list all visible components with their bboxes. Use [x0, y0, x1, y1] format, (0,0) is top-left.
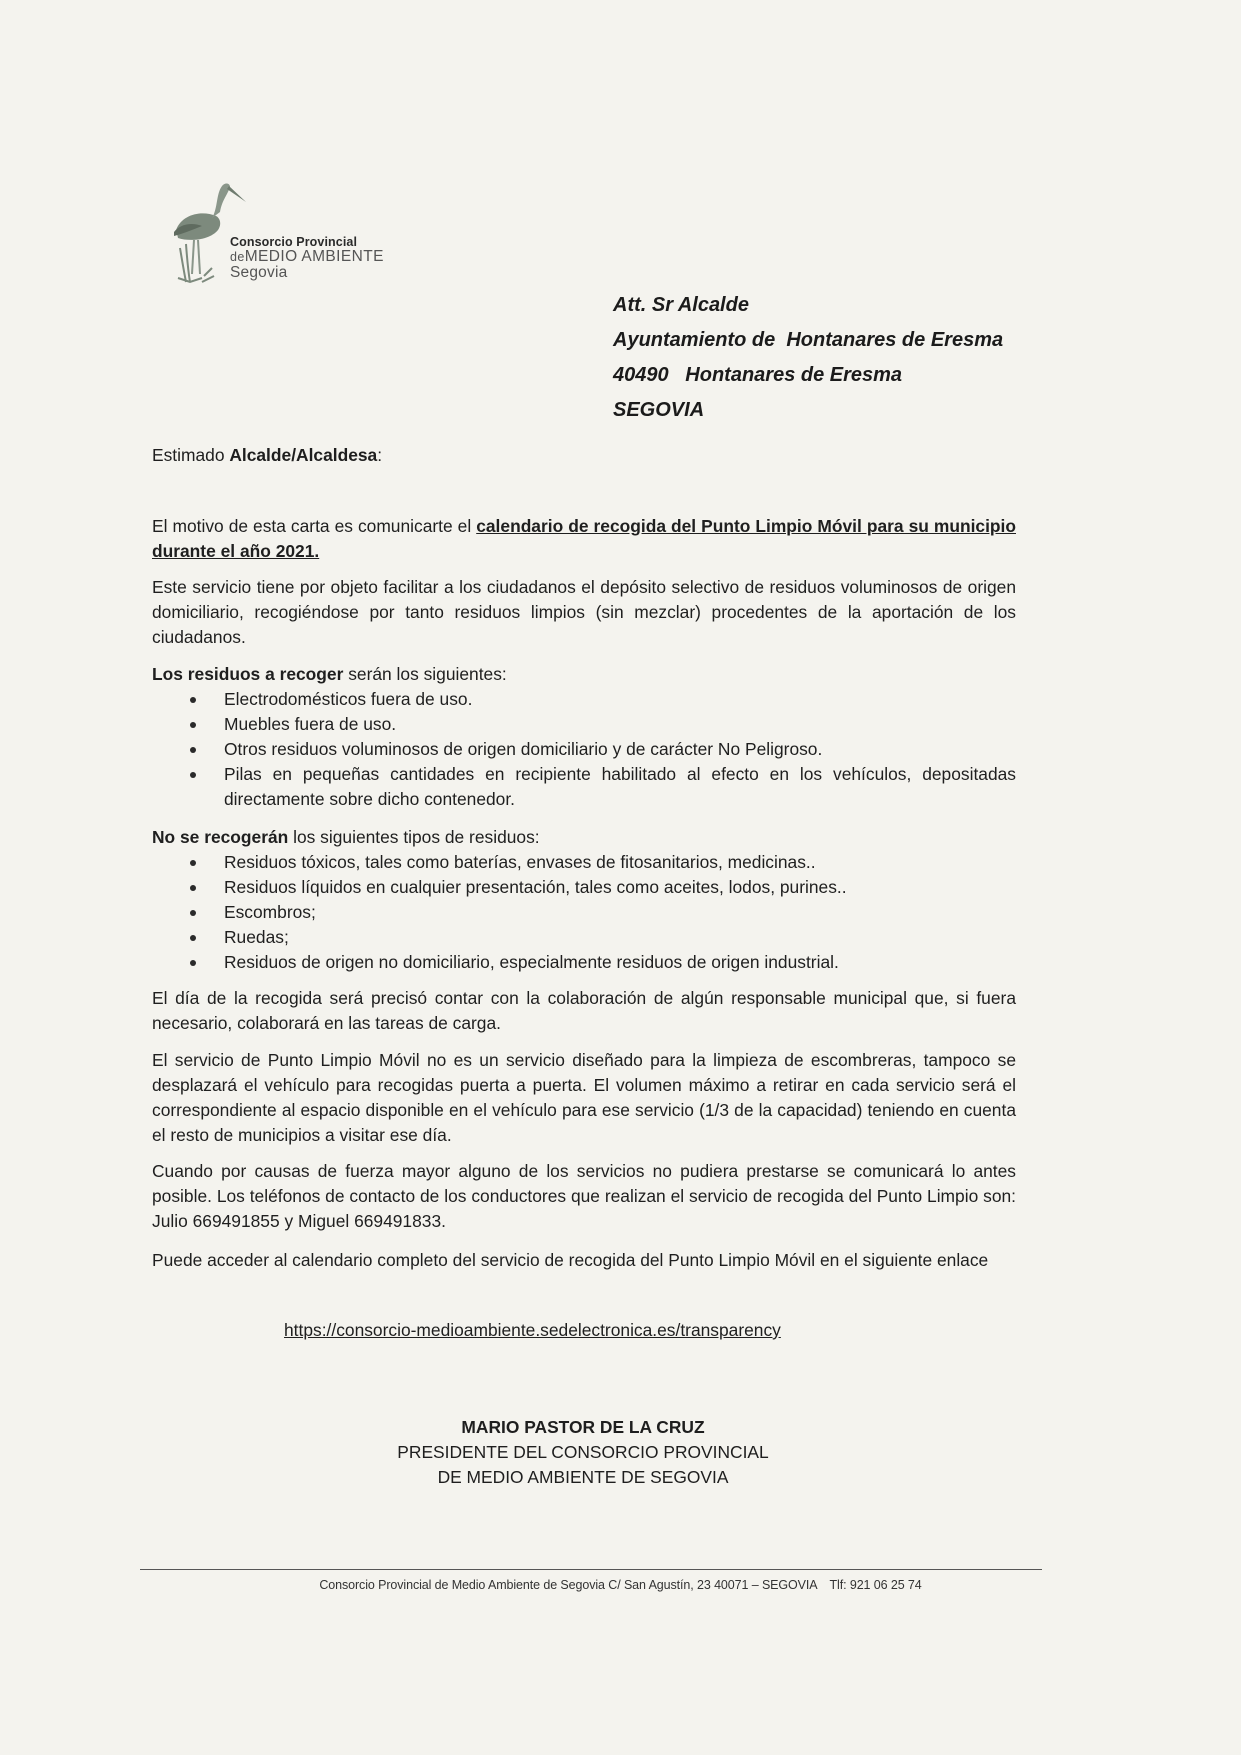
paragraph-limits: El servicio de Punto Limpio Móvil no es un servicio diseñado para la limpieza de escombreras, tampoco se desplazará el vehículo para recogidas puerta a puerta. El volumen máximo a retirar en cada servicio será el correspondiente al espacio disponible en el vehículo para ese servicio (1/3 de la capacidad) teniendo en cuenta el resto de municipios a visitar ese día.: [152, 1050, 1016, 1145]
not-collect-list: [152, 850, 1016, 975]
list-item: Residuos líquidos en cualquier presentación, tales como aceites, lodos, purines..: [152, 875, 1016, 900]
signer-name: MARIO PASTOR DE LA CRUZ: [461, 1417, 705, 1437]
intro-highlight: calendario de recogida del Punto Limpio Móvil para su municipio durante el año 2021.: [152, 516, 1016, 561]
recipient-address: [613, 288, 1003, 428]
logo-line-1: Consorcio Provincial: [230, 235, 358, 249]
address-line-4: SEGOVIA: [613, 399, 705, 421]
not-collect-heading-rest: los siguientes tipos de residuos:: [288, 827, 540, 847]
signer-title-1: PRESIDENTE DEL CONSORCIO PROVINCIAL: [397, 1442, 769, 1462]
collect-heading: [152, 662, 1016, 687]
footer-divider: [140, 1569, 1042, 1570]
collect-heading-rest: serán los siguientes:: [343, 664, 507, 684]
salutation: [152, 445, 382, 466]
signature-block: [300, 1415, 866, 1490]
logo-line-3: Segovia: [230, 264, 288, 282]
salutation-prefix: Estimado: [152, 445, 230, 465]
not-collect-heading-bold: No se recogerán: [152, 827, 289, 847]
list-item: Electrodomésticos fuera de uso.: [152, 687, 1016, 712]
salutation-bold: Alcalde/Alcaldesa: [229, 445, 378, 465]
paragraph-collaboration: El día de la recogida será precisó contar con la colaboración de algún responsable municipal que, si fuera necesario, colaborará en las tareas de carga.: [152, 988, 1016, 1033]
logo-line-2: [230, 249, 384, 265]
logo-line-2-prefix: de: [230, 250, 245, 265]
list-item: Residuos tóxicos, tales como baterías, envases de fitosanitarios, medicinas..: [152, 850, 1016, 875]
list-item: Ruedas;: [152, 925, 1016, 950]
consortium-logo: [172, 178, 412, 290]
paragraph-contact: Cuando por causas de fuerza mayor alguno de los servicios no pudiera prestarse se comunicará lo antes posible. Los teléfonos de contacto de los conductores que realizan el servicio de recogida del Punto Limpio son: Julio 669491855 y Miguel 669491833.: [152, 1161, 1016, 1231]
footer: [0, 1578, 1241, 1592]
list-item: Pilas en pequeñas cantidades en recipiente habilitado al efecto en los vehículos, depositadas directamente sobre dicho contenedor.: [152, 762, 1016, 812]
intro-prefix: El motivo de esta carta es comunicarte el: [152, 516, 477, 536]
address-line-1: Att. Sr Alcalde: [613, 294, 749, 316]
paragraph-calendar: Puede acceder al calendario completo del servicio de recogida del Punto Limpio Móvil en el siguiente enlace: [152, 1250, 989, 1270]
salutation-suffix: :: [377, 445, 383, 465]
address-line-2: Ayuntamiento de Hontanares de Eresma: [613, 329, 1004, 351]
calendar-link[interactable]: https://consorcio-medioambiente.sedelectronica.es/transparency: [284, 1320, 781, 1340]
list-item: Otros residuos voluminosos de origen domiciliario y de carácter No Peligroso.: [152, 737, 1016, 762]
address-line-3: 40490 Hontanares de Eresma: [613, 364, 903, 386]
paragraph-intro: [152, 514, 1016, 564]
footer-phone: Tlf: 921 06 25 74: [829, 1578, 922, 1592]
footer-address: Consorcio Provincial de Medio Ambiente de Segovia C/ San Agustín, 23 40071 – SEGOVIA: [319, 1578, 818, 1592]
collect-list: [152, 687, 1016, 812]
not-collect-heading: [152, 825, 1016, 850]
collect-heading-bold: Los residuos a recoger: [152, 664, 344, 684]
list-item: Residuos de origen no domiciliario, especialmente residuos de origen industrial.: [152, 950, 1016, 975]
signer-title-2: DE MEDIO AMBIENTE DE SEGOVIA: [437, 1467, 729, 1487]
list-item: Escombros;: [152, 900, 1016, 925]
logo-text: [230, 236, 384, 282]
list-item: Muebles fuera de uso.: [152, 712, 1016, 737]
paragraph-service: Este servicio tiene por objeto facilitar a los ciudadanos el depósito selectivo de residuos voluminosos de origen domiciliario, recogiéndose por tanto residuos limpios (sin mezclar) procedentes de la aportación de los ciudadanos.: [152, 577, 1016, 647]
logo-line-2-main: MEDIO AMBIENTE: [244, 248, 384, 266]
